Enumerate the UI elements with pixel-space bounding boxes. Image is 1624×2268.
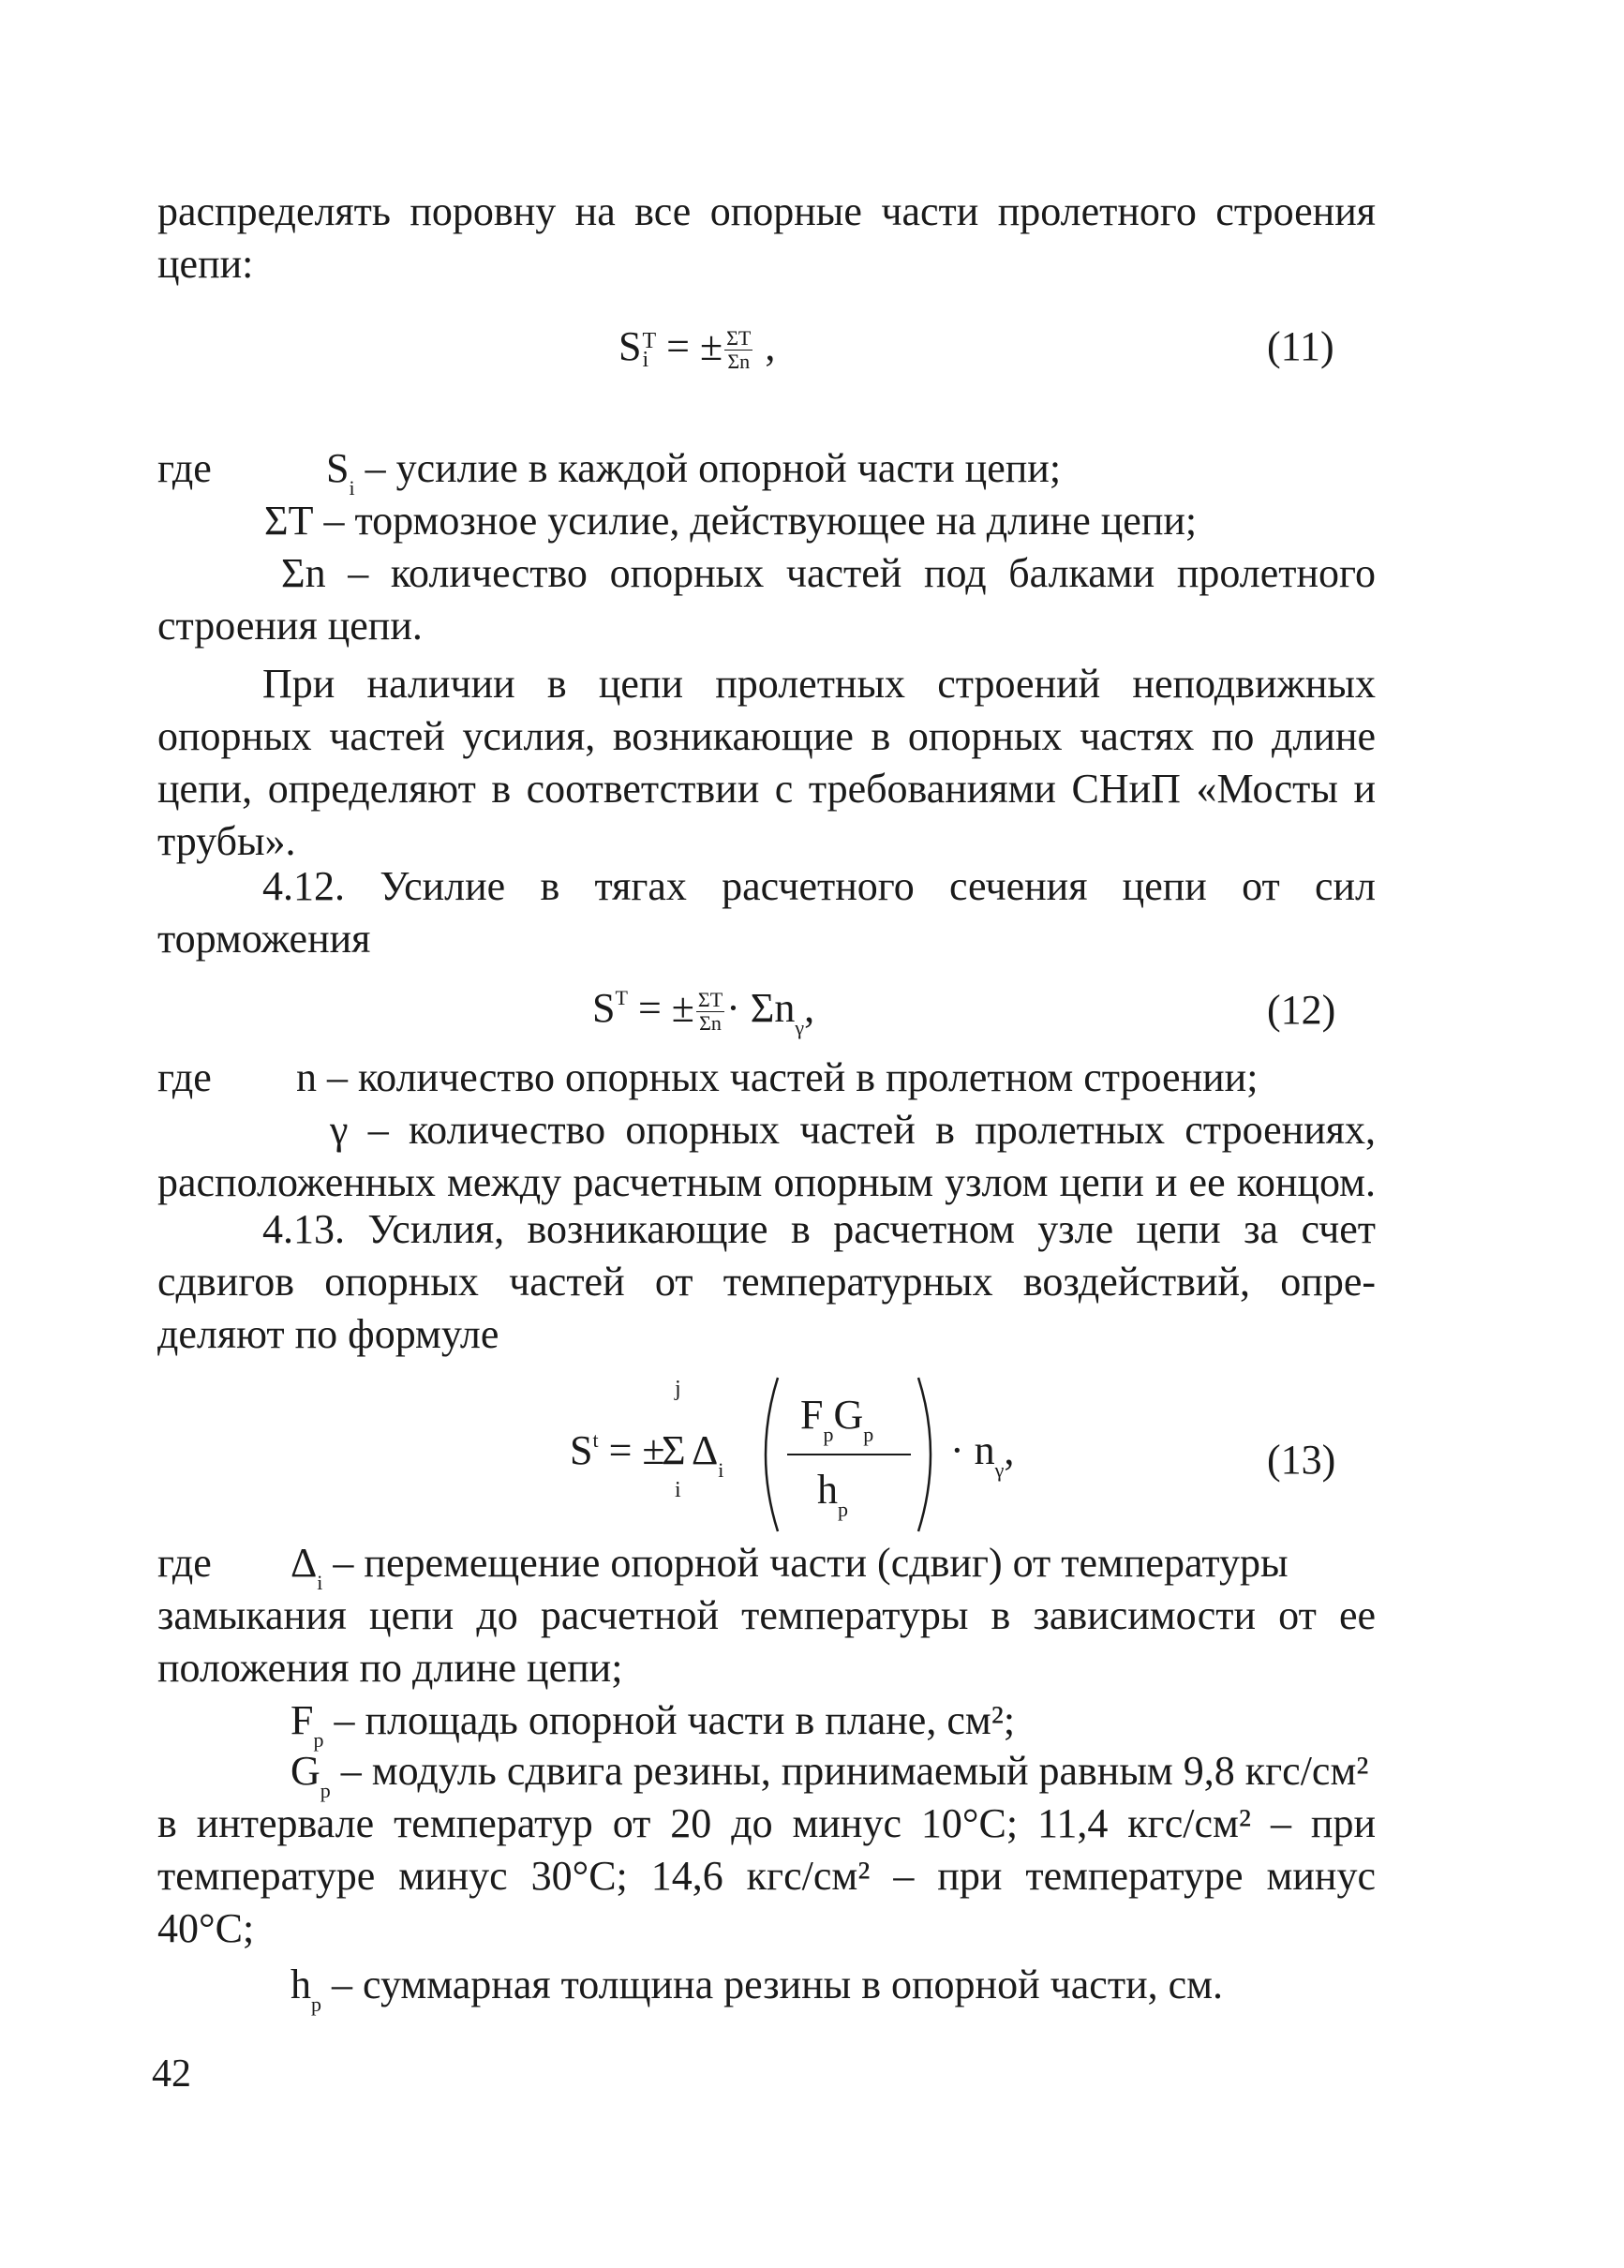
fraction-denominator: Σn [699, 1011, 722, 1036]
formula-superscript: T [615, 986, 628, 1009]
text-line: строения цепи. [157, 603, 423, 649]
numerator-subscript: p [863, 1423, 874, 1446]
formula-superscript: T [642, 328, 657, 353]
definition-line [291, 1959, 1376, 2018]
delta-symbol: Δ [692, 1427, 719, 1473]
numerator-symbol: F [800, 1392, 824, 1438]
definition-text: – суммарная толщина резины в опорной части, см. [332, 1962, 1223, 2007]
section-heading-4-12: 4.12. Усилие в тягах расчетного сечения цепи от сил [262, 863, 1376, 909]
where-label: где [157, 445, 212, 491]
text-line: температуре минус 30°С; 14,6 кгс/см² – при температуре минус [157, 1853, 1376, 1899]
text-line: распределять поровну на все опорные части пролетного строения [157, 188, 1376, 234]
definition-text: – модуль сдвига резины, принимаемый равным 9,8 кгс/см² [340, 1748, 1369, 1794]
formula-12 [592, 982, 814, 1041]
formula-operator: = ± [666, 323, 723, 369]
definition-line: Σn – количество опорных частей под балками пролетного [281, 550, 1376, 596]
formula-symbol: S [618, 323, 642, 369]
sum-sigma: Σ [662, 1427, 686, 1473]
numerator-symbol: G [833, 1392, 864, 1438]
fraction-numerator: ΣT [726, 326, 752, 351]
definition-line: γ – количество опорных частей в пролетных строениях, [330, 1107, 1376, 1153]
symbol-subscript: р [311, 1992, 321, 2016]
equation-number-13: (13) [1267, 1437, 1336, 1483]
text-line: трубы». [157, 818, 296, 864]
definition-text: – усилие в каждой опорной части цепи; [365, 445, 1062, 491]
formula-fraction [696, 989, 724, 1035]
denominator-subscript: p [838, 1498, 848, 1521]
formula-symbol: S [570, 1427, 593, 1473]
section-heading-4-13: 4.13. Усилия, возникающие в расчетном узле цепи за счет [262, 1206, 1376, 1252]
symbol: F [291, 1697, 314, 1743]
equation-number-11: (11) [1267, 323, 1334, 369]
text-line: При наличии в цепи пролетных строений неподвижных [262, 661, 1376, 707]
where-label: где [157, 1540, 212, 1586]
text-line: 40°С; [157, 1905, 255, 1951]
text-line: торможения [157, 916, 371, 962]
formula-subscript: γ [994, 1458, 1005, 1482]
formula-lhs [570, 1425, 665, 1484]
formula-fraction [724, 327, 752, 373]
symbol: G [291, 1748, 320, 1794]
definition-line: n – количество опорных частей в пролетном строении; [296, 1054, 1259, 1100]
formula-11 [618, 321, 775, 373]
symbol-subscript: р [313, 1728, 324, 1752]
page-number: 42 [152, 2052, 191, 2096]
formula-operator: = ± [608, 1427, 665, 1473]
text-line: в интервале температур от 20 до минус 10°С; 11,4 кгс/см² – при [157, 1800, 1376, 1846]
formula-indices [642, 328, 657, 372]
formula-term: · Σn [726, 985, 796, 1031]
formula-tail [950, 1425, 1014, 1484]
formula-operator: = ± [637, 985, 694, 1031]
definition-line [291, 1745, 1376, 1804]
formula-punct: , [765, 323, 776, 369]
text-line: положения по длине цепи; [157, 1645, 623, 1691]
text-line: цепи: [157, 241, 254, 287]
left-paren [766, 1378, 778, 1531]
definition-line: расположенных между расчетным опорным узлом цепи и ее концом. [157, 1159, 1376, 1205]
definition-line [326, 442, 1376, 501]
symbol-subscript: i [349, 476, 355, 500]
where-label: где [157, 1054, 212, 1100]
definition-text: – перемещение опорной части (сдвиг) от температуры [333, 1540, 1289, 1586]
symbol: Δ [291, 1540, 318, 1586]
formula-punct: , [804, 985, 815, 1031]
symbol: S [326, 445, 350, 491]
formula-delta [692, 1425, 723, 1484]
formula-superscript: t [592, 1428, 599, 1452]
formula-subscript: i [642, 347, 649, 372]
delta-subscript: i [718, 1458, 724, 1482]
definition-text: – площадь опорной части в плане, см²; [334, 1697, 1016, 1743]
sum-lower-limit: i [675, 1478, 681, 1502]
definition-line: ΣТ – тормозное усилие, действующее на длине цепи; [264, 498, 1198, 544]
formula-term: · n [950, 1427, 995, 1473]
sum-upper-limit: j [675, 1377, 681, 1401]
symbol: h [291, 1962, 311, 2007]
text-line: опорных частей усилия, возникающие в опорных частях по длине [157, 713, 1376, 759]
fraction-numerator [800, 1389, 873, 1448]
formula-punct: , [1004, 1427, 1015, 1473]
definition-line [291, 1537, 1376, 1596]
right-paren [918, 1378, 931, 1531]
text-line: деляют по формуле [157, 1311, 499, 1357]
fraction-denominator [817, 1464, 848, 1523]
fraction-numerator: ΣT [697, 988, 723, 1012]
fraction-denominator: Σn [727, 350, 751, 374]
equation-number-12: (12) [1267, 987, 1336, 1033]
symbol-subscript: i [317, 1571, 323, 1594]
symbol-subscript: р [320, 1779, 331, 1802]
formula-symbol: S [592, 985, 616, 1031]
numerator-subscript: p [823, 1423, 834, 1446]
text-line: замыкания цепи до расчетной температуры в зависимости от ее [157, 1592, 1376, 1638]
denominator-symbol: h [817, 1467, 838, 1513]
text-line: цепи, определяют в соответствии с требованиями СНиП «Мосты и [157, 766, 1376, 812]
formula-subscript: γ [795, 1016, 805, 1039]
text-line: сдвигов опорных частей от температурных воздействий, опре- [157, 1259, 1376, 1305]
